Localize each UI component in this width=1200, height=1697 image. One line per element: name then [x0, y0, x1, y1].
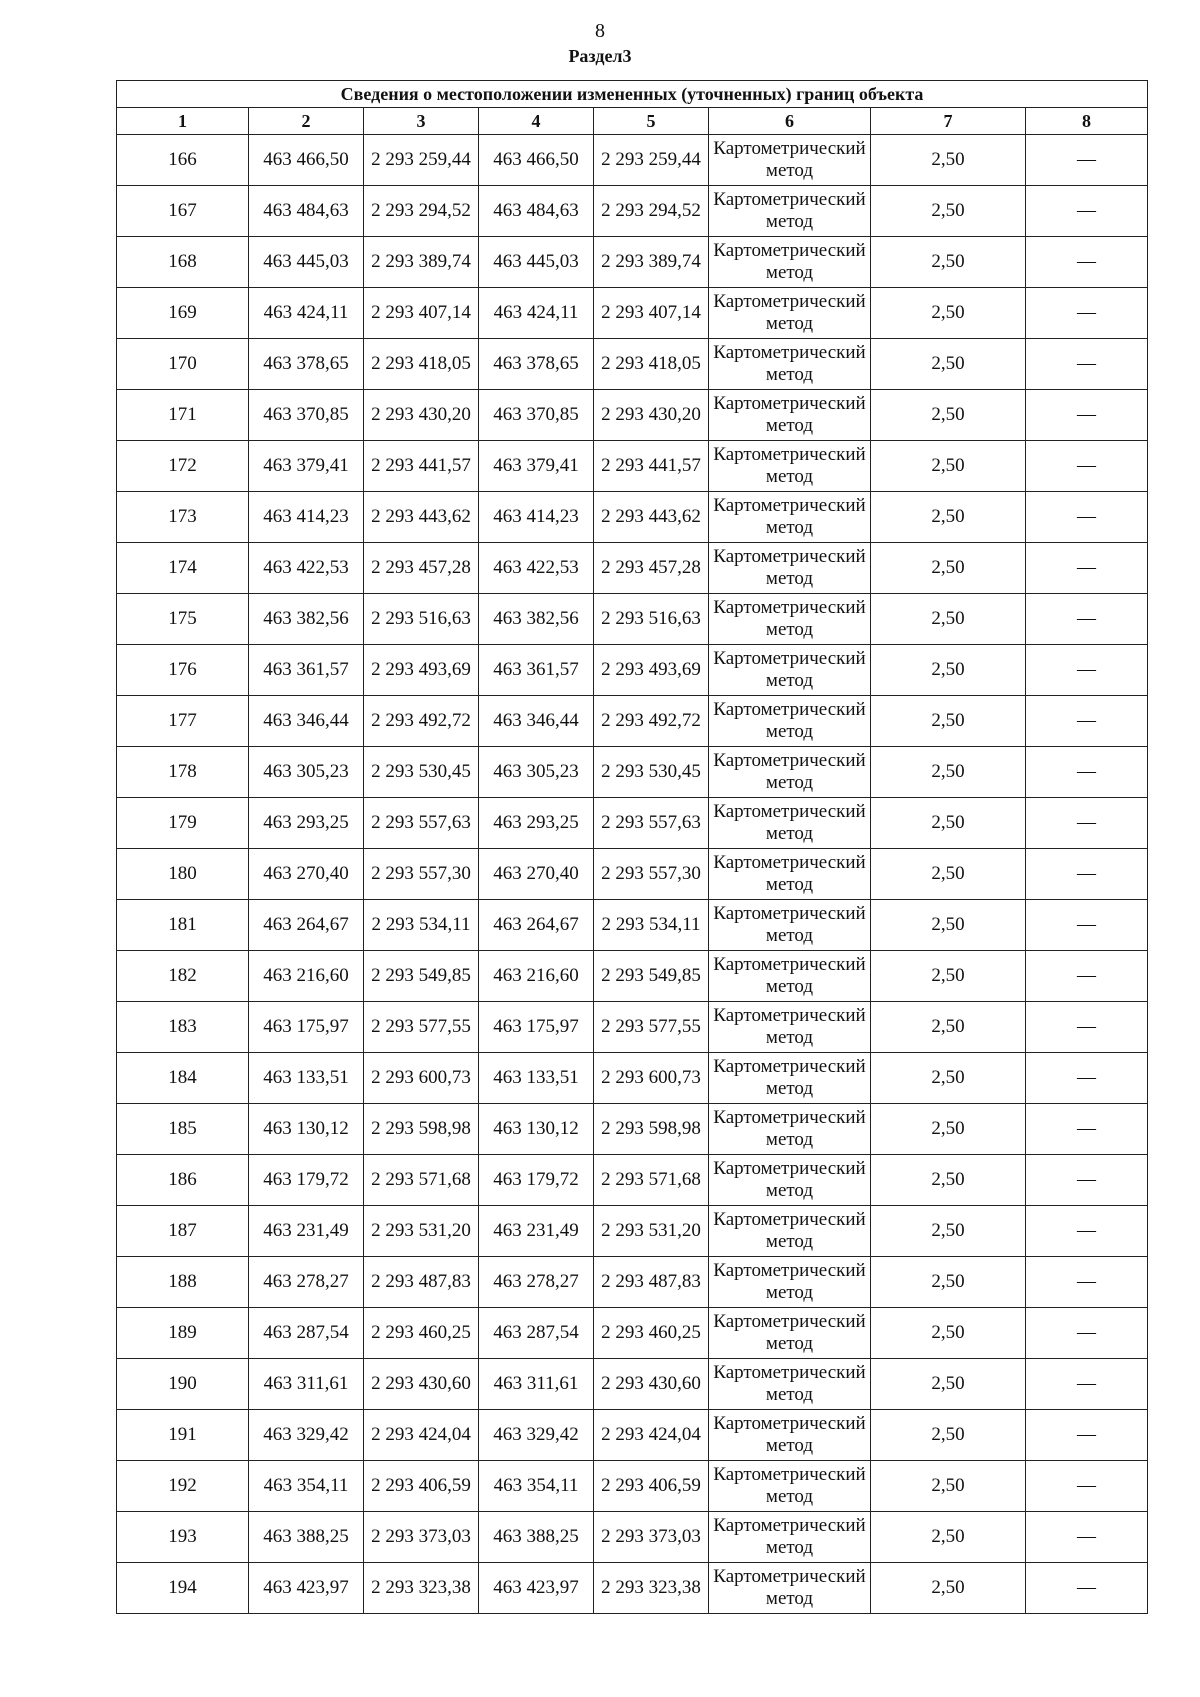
point-number-cell: 168: [117, 237, 249, 288]
accuracy-cell: 2,50: [871, 135, 1026, 186]
point-number-cell: 189: [117, 1308, 249, 1359]
description-cell: —: [1026, 339, 1148, 390]
x-coordinate-cell: 463 329,42: [479, 1410, 594, 1461]
method-cell: Картометрический метод: [709, 441, 871, 492]
x-coordinate-cell: 463 484,63: [249, 186, 364, 237]
y-coordinate-cell: 2 293 424,04: [594, 1410, 709, 1461]
accuracy-cell: 2,50: [871, 186, 1026, 237]
y-coordinate-cell: 2 293 430,20: [594, 390, 709, 441]
x-coordinate-cell: 463 179,72: [479, 1155, 594, 1206]
method-cell: Картометрический метод: [709, 492, 871, 543]
y-coordinate-cell: 2 293 516,63: [364, 594, 479, 645]
y-coordinate-cell: 2 293 487,83: [364, 1257, 479, 1308]
section-title: Раздел3: [568, 46, 632, 66]
accuracy-cell: 2,50: [871, 441, 1026, 492]
y-coordinate-cell: 2 293 389,74: [364, 237, 479, 288]
accuracy-cell: 2,50: [871, 900, 1026, 951]
y-coordinate-cell: 2 293 441,57: [364, 441, 479, 492]
table-row: [117, 1512, 1148, 1563]
x-coordinate-cell: 463 423,97: [249, 1563, 364, 1614]
table-row: [117, 288, 1148, 339]
description-cell: —: [1026, 390, 1148, 441]
table-row: [117, 645, 1148, 696]
x-coordinate-cell: 463 354,11: [479, 1461, 594, 1512]
y-coordinate-cell: 2 293 534,11: [364, 900, 479, 951]
table-row: [117, 1155, 1148, 1206]
point-number-cell: 174: [117, 543, 249, 594]
method-cell: Картометрический метод: [709, 594, 871, 645]
description-cell: —: [1026, 951, 1148, 1002]
accuracy-cell: 2,50: [871, 1410, 1026, 1461]
x-coordinate-cell: 463 361,57: [249, 645, 364, 696]
x-coordinate-cell: 463 329,42: [249, 1410, 364, 1461]
table-row: [117, 696, 1148, 747]
y-coordinate-cell: 2 293 460,25: [364, 1308, 479, 1359]
method-cell: Картометрический метод: [709, 1512, 871, 1563]
y-coordinate-cell: 2 293 259,44: [594, 135, 709, 186]
table-row: [117, 1563, 1148, 1614]
y-coordinate-cell: 2 293 406,59: [364, 1461, 479, 1512]
point-number-cell: 191: [117, 1410, 249, 1461]
table-row: [117, 441, 1148, 492]
point-number-cell: 194: [117, 1563, 249, 1614]
x-coordinate-cell: 463 133,51: [249, 1053, 364, 1104]
y-coordinate-cell: 2 293 571,68: [364, 1155, 479, 1206]
x-coordinate-cell: 463 379,41: [249, 441, 364, 492]
description-cell: —: [1026, 900, 1148, 951]
column-number: 6: [709, 108, 871, 135]
y-coordinate-cell: 2 293 407,14: [364, 288, 479, 339]
x-coordinate-cell: 463 361,57: [479, 645, 594, 696]
column-number-row: [117, 108, 1148, 135]
x-coordinate-cell: 463 287,54: [249, 1308, 364, 1359]
table-row: [117, 1359, 1148, 1410]
y-coordinate-cell: 2 293 577,55: [594, 1002, 709, 1053]
column-number: 1: [117, 108, 249, 135]
y-coordinate-cell: 2 293 389,74: [594, 237, 709, 288]
accuracy-cell: 2,50: [871, 1563, 1026, 1614]
y-coordinate-cell: 2 293 406,59: [594, 1461, 709, 1512]
point-number-cell: 169: [117, 288, 249, 339]
column-number: 4: [479, 108, 594, 135]
y-coordinate-cell: 2 293 493,69: [594, 645, 709, 696]
y-coordinate-cell: 2 293 443,62: [364, 492, 479, 543]
y-coordinate-cell: 2 293 557,63: [594, 798, 709, 849]
point-number-cell: 166: [117, 135, 249, 186]
y-coordinate-cell: 2 293 259,44: [364, 135, 479, 186]
point-number-cell: 188: [117, 1257, 249, 1308]
point-number-cell: 193: [117, 1512, 249, 1563]
y-coordinate-cell: 2 293 557,30: [594, 849, 709, 900]
point-number-cell: 179: [117, 798, 249, 849]
y-coordinate-cell: 2 293 457,28: [364, 543, 479, 594]
accuracy-cell: 2,50: [871, 594, 1026, 645]
y-coordinate-cell: 2 293 418,05: [364, 339, 479, 390]
x-coordinate-cell: 463 382,56: [249, 594, 364, 645]
y-coordinate-cell: 2 293 534,11: [594, 900, 709, 951]
table-row: [117, 390, 1148, 441]
table-row: [117, 1410, 1148, 1461]
x-coordinate-cell: 463 264,67: [249, 900, 364, 951]
point-number-cell: 170: [117, 339, 249, 390]
x-coordinate-cell: 463 287,54: [479, 1308, 594, 1359]
description-cell: —: [1026, 1104, 1148, 1155]
table-row: [117, 747, 1148, 798]
method-cell: Картометрический метод: [709, 645, 871, 696]
column-number: 2: [249, 108, 364, 135]
method-cell: Картометрический метод: [709, 1257, 871, 1308]
x-coordinate-cell: 463 278,27: [479, 1257, 594, 1308]
table-body: [117, 135, 1148, 1614]
x-coordinate-cell: 463 293,25: [479, 798, 594, 849]
y-coordinate-cell: 2 293 493,69: [364, 645, 479, 696]
description-cell: —: [1026, 798, 1148, 849]
y-coordinate-cell: 2 293 571,68: [594, 1155, 709, 1206]
method-cell: Картометрический метод: [709, 1155, 871, 1206]
method-cell: Картометрический метод: [709, 1359, 871, 1410]
table-row: [117, 1053, 1148, 1104]
description-cell: —: [1026, 747, 1148, 798]
table-row: [117, 1257, 1148, 1308]
x-coordinate-cell: 463 423,97: [479, 1563, 594, 1614]
boundary-coordinates-table: [116, 80, 1148, 1614]
point-number-cell: 176: [117, 645, 249, 696]
x-coordinate-cell: 463 370,85: [249, 390, 364, 441]
y-coordinate-cell: 2 293 323,38: [594, 1563, 709, 1614]
x-coordinate-cell: 463 382,56: [479, 594, 594, 645]
method-cell: Картометрический метод: [709, 339, 871, 390]
y-coordinate-cell: 2 293 373,03: [594, 1512, 709, 1563]
point-number-cell: 182: [117, 951, 249, 1002]
y-coordinate-cell: 2 293 430,60: [594, 1359, 709, 1410]
point-number-cell: 172: [117, 441, 249, 492]
table-row: [117, 492, 1148, 543]
accuracy-cell: 2,50: [871, 1461, 1026, 1512]
method-cell: Картометрический метод: [709, 849, 871, 900]
column-number: 5: [594, 108, 709, 135]
point-number-cell: 177: [117, 696, 249, 747]
y-coordinate-cell: 2 293 492,72: [594, 696, 709, 747]
y-coordinate-cell: 2 293 323,38: [364, 1563, 479, 1614]
x-coordinate-cell: 463 270,40: [479, 849, 594, 900]
description-cell: —: [1026, 1155, 1148, 1206]
x-coordinate-cell: 463 311,61: [249, 1359, 364, 1410]
table-row: [117, 237, 1148, 288]
method-cell: Картометрический метод: [709, 900, 871, 951]
y-coordinate-cell: 2 293 424,04: [364, 1410, 479, 1461]
y-coordinate-cell: 2 293 598,98: [594, 1104, 709, 1155]
x-coordinate-cell: 463 346,44: [479, 696, 594, 747]
y-coordinate-cell: 2 293 492,72: [364, 696, 479, 747]
method-cell: Картометрический метод: [709, 390, 871, 441]
method-cell: Картометрический метод: [709, 1308, 871, 1359]
x-coordinate-cell: 463 424,11: [249, 288, 364, 339]
method-cell: Картометрический метод: [709, 1563, 871, 1614]
y-coordinate-cell: 2 293 294,52: [594, 186, 709, 237]
x-coordinate-cell: 463 293,25: [249, 798, 364, 849]
description-cell: —: [1026, 1512, 1148, 1563]
description-cell: —: [1026, 1410, 1148, 1461]
x-coordinate-cell: 463 445,03: [249, 237, 364, 288]
point-number-cell: 171: [117, 390, 249, 441]
point-number-cell: 185: [117, 1104, 249, 1155]
point-number-cell: 175: [117, 594, 249, 645]
accuracy-cell: 2,50: [871, 1512, 1026, 1563]
method-cell: Картометрический метод: [709, 798, 871, 849]
accuracy-cell: 2,50: [871, 543, 1026, 594]
table-row: [117, 900, 1148, 951]
description-cell: —: [1026, 237, 1148, 288]
accuracy-cell: 2,50: [871, 798, 1026, 849]
table-row: [117, 135, 1148, 186]
x-coordinate-cell: 463 422,53: [249, 543, 364, 594]
x-coordinate-cell: 463 378,65: [249, 339, 364, 390]
column-number: 8: [1026, 108, 1148, 135]
description-cell: —: [1026, 186, 1148, 237]
accuracy-cell: 2,50: [871, 747, 1026, 798]
method-cell: Картометрический метод: [709, 186, 871, 237]
accuracy-cell: 2,50: [871, 492, 1026, 543]
y-coordinate-cell: 2 293 530,45: [594, 747, 709, 798]
table-row: [117, 849, 1148, 900]
method-cell: Картометрический метод: [709, 1206, 871, 1257]
y-coordinate-cell: 2 293 407,14: [594, 288, 709, 339]
method-cell: Картометрический метод: [709, 747, 871, 798]
table-row: [117, 594, 1148, 645]
point-number-cell: 190: [117, 1359, 249, 1410]
method-cell: Картометрический метод: [709, 135, 871, 186]
accuracy-cell: 2,50: [871, 951, 1026, 1002]
x-coordinate-cell: 463 414,23: [249, 492, 364, 543]
method-cell: Картометрический метод: [709, 1002, 871, 1053]
x-coordinate-cell: 463 231,49: [249, 1206, 364, 1257]
point-number-cell: 192: [117, 1461, 249, 1512]
y-coordinate-cell: 2 293 549,85: [594, 951, 709, 1002]
point-number-cell: 184: [117, 1053, 249, 1104]
accuracy-cell: 2,50: [871, 390, 1026, 441]
point-number-cell: 183: [117, 1002, 249, 1053]
table-caption: Сведения о местоположении измененных (уточненных) границ объекта: [117, 81, 1148, 108]
description-cell: —: [1026, 1053, 1148, 1104]
accuracy-cell: 2,50: [871, 1308, 1026, 1359]
y-coordinate-cell: 2 293 531,20: [364, 1206, 479, 1257]
x-coordinate-cell: 463 414,23: [479, 492, 594, 543]
accuracy-cell: 2,50: [871, 1104, 1026, 1155]
y-coordinate-cell: 2 293 600,73: [594, 1053, 709, 1104]
accuracy-cell: 2,50: [871, 1155, 1026, 1206]
table-row: [117, 798, 1148, 849]
description-cell: —: [1026, 288, 1148, 339]
description-cell: —: [1026, 1002, 1148, 1053]
x-coordinate-cell: 463 175,97: [479, 1002, 594, 1053]
accuracy-cell: 2,50: [871, 849, 1026, 900]
y-coordinate-cell: 2 293 516,63: [594, 594, 709, 645]
description-cell: —: [1026, 1308, 1148, 1359]
column-number: 3: [364, 108, 479, 135]
description-cell: —: [1026, 645, 1148, 696]
x-coordinate-cell: 463 179,72: [249, 1155, 364, 1206]
y-coordinate-cell: 2 293 598,98: [364, 1104, 479, 1155]
x-coordinate-cell: 463 379,41: [479, 441, 594, 492]
table-row: [117, 951, 1148, 1002]
y-coordinate-cell: 2 293 530,45: [364, 747, 479, 798]
accuracy-cell: 2,50: [871, 339, 1026, 390]
y-coordinate-cell: 2 293 373,03: [364, 1512, 479, 1563]
y-coordinate-cell: 2 293 294,52: [364, 186, 479, 237]
table-row: [117, 186, 1148, 237]
x-coordinate-cell: 463 175,97: [249, 1002, 364, 1053]
x-coordinate-cell: 463 305,23: [249, 747, 364, 798]
x-coordinate-cell: 463 278,27: [249, 1257, 364, 1308]
point-number-cell: 181: [117, 900, 249, 951]
point-number-cell: 178: [117, 747, 249, 798]
accuracy-cell: 2,50: [871, 288, 1026, 339]
accuracy-cell: 2,50: [871, 645, 1026, 696]
x-coordinate-cell: 463 130,12: [249, 1104, 364, 1155]
x-coordinate-cell: 463 370,85: [479, 390, 594, 441]
method-cell: Картометрический метод: [709, 951, 871, 1002]
point-number-cell: 187: [117, 1206, 249, 1257]
point-number-cell: 186: [117, 1155, 249, 1206]
description-cell: —: [1026, 441, 1148, 492]
method-cell: Картометрический метод: [709, 237, 871, 288]
y-coordinate-cell: 2 293 557,63: [364, 798, 479, 849]
description-cell: —: [1026, 696, 1148, 747]
table-row: [117, 543, 1148, 594]
x-coordinate-cell: 463 424,11: [479, 288, 594, 339]
description-cell: —: [1026, 1206, 1148, 1257]
method-cell: Картометрический метод: [709, 1104, 871, 1155]
x-coordinate-cell: 463 216,60: [249, 951, 364, 1002]
x-coordinate-cell: 463 130,12: [479, 1104, 594, 1155]
x-coordinate-cell: 463 388,25: [479, 1512, 594, 1563]
page-number: 8: [595, 20, 605, 42]
method-cell: Картометрический метод: [709, 1053, 871, 1104]
description-cell: —: [1026, 135, 1148, 186]
table-row: [117, 1104, 1148, 1155]
x-coordinate-cell: 463 466,50: [249, 135, 364, 186]
accuracy-cell: 2,50: [871, 1257, 1026, 1308]
method-cell: Картометрический метод: [709, 696, 871, 747]
x-coordinate-cell: 463 305,23: [479, 747, 594, 798]
y-coordinate-cell: 2 293 557,30: [364, 849, 479, 900]
accuracy-cell: 2,50: [871, 1206, 1026, 1257]
method-cell: Картометрический метод: [709, 543, 871, 594]
table-row: [117, 1002, 1148, 1053]
table-row: [117, 1308, 1148, 1359]
x-coordinate-cell: 463 346,44: [249, 696, 364, 747]
table-row: [117, 1461, 1148, 1512]
x-coordinate-cell: 463 270,40: [249, 849, 364, 900]
description-cell: —: [1026, 543, 1148, 594]
x-coordinate-cell: 463 264,67: [479, 900, 594, 951]
y-coordinate-cell: 2 293 460,25: [594, 1308, 709, 1359]
point-number-cell: 180: [117, 849, 249, 900]
y-coordinate-cell: 2 293 600,73: [364, 1053, 479, 1104]
column-number: 7: [871, 108, 1026, 135]
x-coordinate-cell: 463 378,65: [479, 339, 594, 390]
description-cell: —: [1026, 1359, 1148, 1410]
accuracy-cell: 2,50: [871, 696, 1026, 747]
table-row: [117, 1206, 1148, 1257]
point-number-cell: 173: [117, 492, 249, 543]
y-coordinate-cell: 2 293 487,83: [594, 1257, 709, 1308]
x-coordinate-cell: 463 354,11: [249, 1461, 364, 1512]
x-coordinate-cell: 463 388,25: [249, 1512, 364, 1563]
table-row: [117, 339, 1148, 390]
x-coordinate-cell: 463 466,50: [479, 135, 594, 186]
description-cell: —: [1026, 1461, 1148, 1512]
y-coordinate-cell: 2 293 531,20: [594, 1206, 709, 1257]
y-coordinate-cell: 2 293 430,60: [364, 1359, 479, 1410]
accuracy-cell: 2,50: [871, 1053, 1026, 1104]
method-cell: Картометрический метод: [709, 1410, 871, 1461]
x-coordinate-cell: 463 445,03: [479, 237, 594, 288]
y-coordinate-cell: 2 293 430,20: [364, 390, 479, 441]
x-coordinate-cell: 463 133,51: [479, 1053, 594, 1104]
description-cell: —: [1026, 492, 1148, 543]
description-cell: —: [1026, 594, 1148, 645]
accuracy-cell: 2,50: [871, 237, 1026, 288]
x-coordinate-cell: 463 231,49: [479, 1206, 594, 1257]
accuracy-cell: 2,50: [871, 1002, 1026, 1053]
description-cell: —: [1026, 849, 1148, 900]
method-cell: Картометрический метод: [709, 1461, 871, 1512]
accuracy-cell: 2,50: [871, 1359, 1026, 1410]
y-coordinate-cell: 2 293 441,57: [594, 441, 709, 492]
point-number-cell: 167: [117, 186, 249, 237]
x-coordinate-cell: 463 422,53: [479, 543, 594, 594]
x-coordinate-cell: 463 311,61: [479, 1359, 594, 1410]
x-coordinate-cell: 463 484,63: [479, 186, 594, 237]
y-coordinate-cell: 2 293 457,28: [594, 543, 709, 594]
y-coordinate-cell: 2 293 418,05: [594, 339, 709, 390]
y-coordinate-cell: 2 293 577,55: [364, 1002, 479, 1053]
description-cell: —: [1026, 1257, 1148, 1308]
description-cell: —: [1026, 1563, 1148, 1614]
y-coordinate-cell: 2 293 549,85: [364, 951, 479, 1002]
x-coordinate-cell: 463 216,60: [479, 951, 594, 1002]
method-cell: Картометрический метод: [709, 288, 871, 339]
y-coordinate-cell: 2 293 443,62: [594, 492, 709, 543]
